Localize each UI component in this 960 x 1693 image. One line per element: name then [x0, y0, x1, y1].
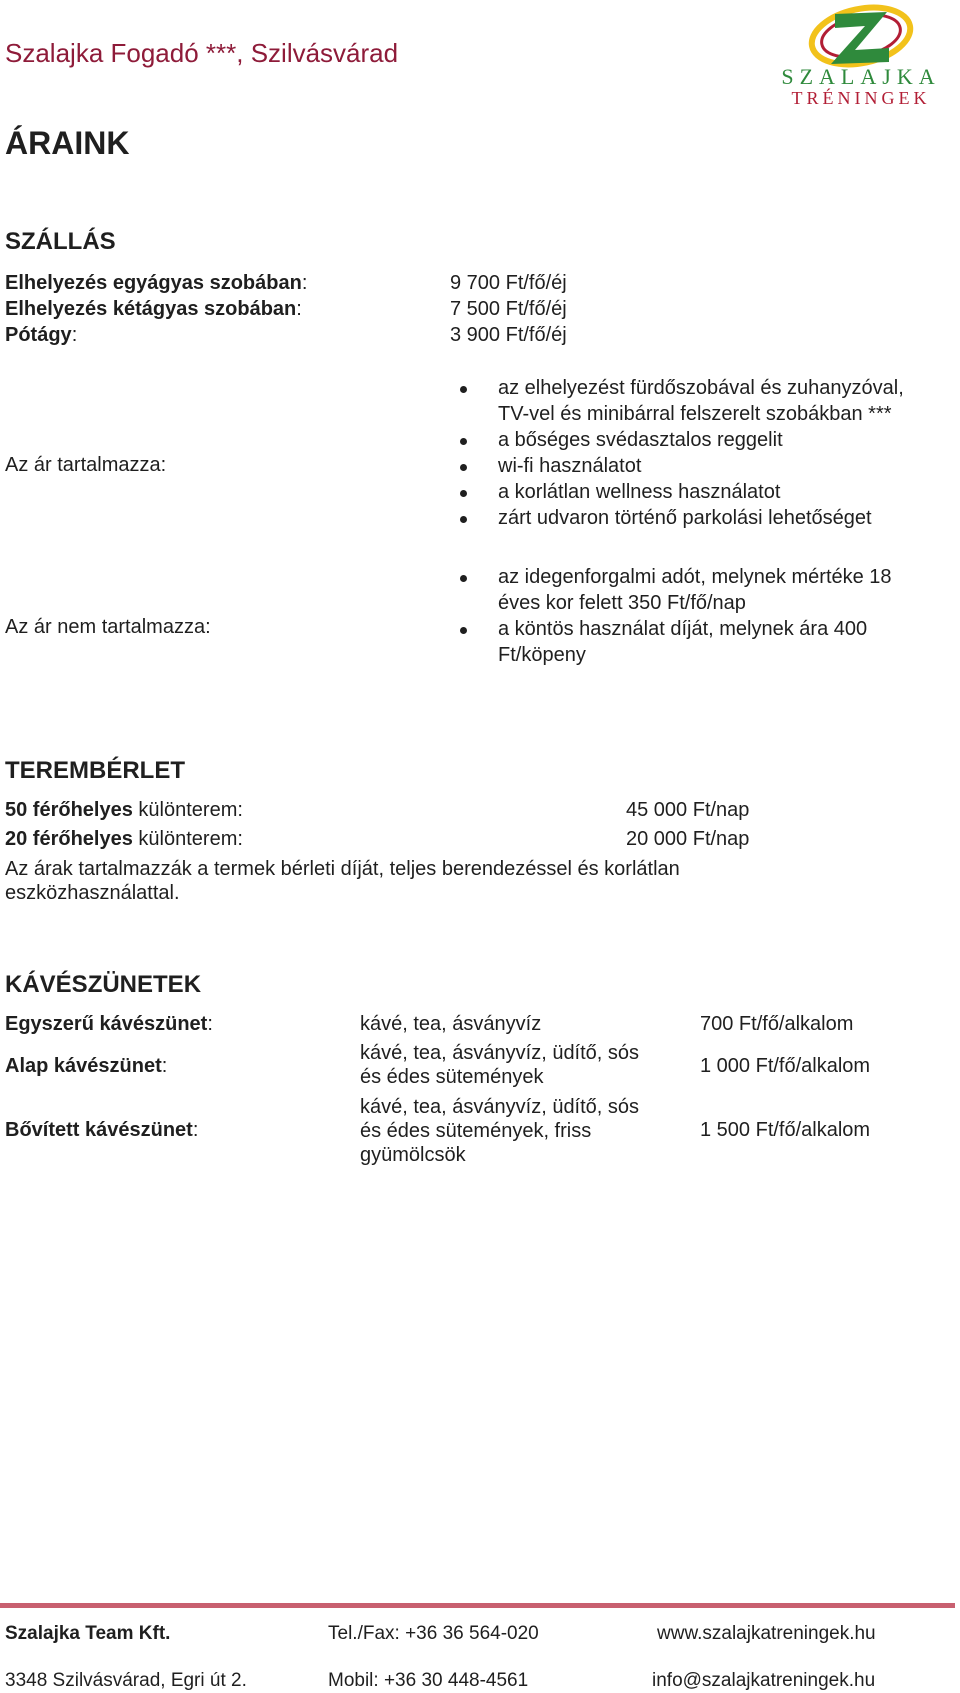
room-rental-prices — [626, 797, 749, 852]
room-rental-row-price: 20 000 Ft/nap — [626, 828, 750, 850]
footer-address: 3348 Szilvásvárad, Egri út 2. — [5, 1670, 247, 1691]
list-item: zárt udvaron történő parkolási lehetőséget — [498, 505, 958, 531]
logo-text-bottom: TRÉNINGEK — [791, 88, 931, 108]
room-rental-row-label: 50 férőhelyes különterem: — [5, 799, 243, 821]
footer-email-link[interactable]: info@szalajkatreningek.hu — [652, 1670, 876, 1691]
excluded-list — [498, 564, 958, 668]
list-item: a korlátlan wellness használatot — [498, 479, 958, 505]
section-title-room-rental: TEREMBÉRLET — [5, 757, 185, 784]
coffee-break-price: 1 000 Ft/fő/alkalom — [700, 1055, 871, 1077]
section-title-coffee-breaks: KÁVÉSZÜNETEK — [5, 971, 202, 998]
accommodation-row-label: Elhelyezés kétágyas szobában: — [5, 298, 302, 320]
bullet-icon — [460, 438, 467, 445]
excluded-label: Az ár nem tartalmazza: — [5, 616, 211, 638]
coffee-break-price: 1 500 Ft/fő/alkalom — [700, 1119, 871, 1141]
coffee-break-name: Alap kávészünet: — [5, 1055, 168, 1077]
list-item: wi-fi használatot — [498, 453, 958, 479]
bullet-icon — [460, 490, 467, 497]
accommodation-row-label: Pótágy: — [5, 324, 78, 346]
accommodation-row-label: Elhelyezés egyágyas szobában: — [5, 272, 308, 294]
accommodation-price-labels — [5, 270, 307, 348]
accommodation-price-values — [450, 270, 567, 348]
section-title-accommodation: SZÁLLÁS — [5, 228, 116, 255]
room-rental-row-label: 20 férőhelyes különterem: — [5, 828, 243, 850]
room-rental-labels — [5, 797, 243, 852]
logo-emblem-icon — [765, 4, 957, 108]
bullet-icon — [460, 464, 467, 471]
included-label: Az ár tartalmazza: — [5, 454, 167, 476]
room-rental-note: Az árak tartalmazzák a termek bérleti díját, teljes berendezéssel és korlátlan eszközhasználattal. — [5, 858, 680, 904]
footer-telfax: Tel./Fax: +36 36 564-020 — [328, 1623, 539, 1644]
footer-website-link[interactable]: www.szalajkatreningek.hu — [657, 1623, 876, 1644]
list-item: a köntös használat díját, melynek ára 400 Ft/köpeny — [498, 616, 958, 668]
coffee-break-name: Egyszerű kávészünet: — [5, 1013, 213, 1035]
footer-divider — [0, 1603, 955, 1608]
coffee-break-price: 700 Ft/fő/alkalom — [700, 1013, 854, 1035]
list-item: az idegenforgalmi adót, melynek mértéke 18 éves kor felett 350 Ft/fő/nap — [498, 564, 958, 616]
coffee-break-contents: kávé, tea, ásványvíz, üdítő, sós és édes sütemények, friss gyümölcsök — [360, 1096, 640, 1166]
coffee-break-name: Bővített kávészünet: — [5, 1119, 199, 1141]
page-title: ÁRAINK — [5, 125, 130, 161]
accommodation-row-price: 9 700 Ft/fő/éj — [450, 272, 567, 294]
logo-text-top: SZALAJKA — [781, 64, 941, 89]
accommodation-row-price: 3 900 Ft/fő/éj — [450, 324, 567, 346]
footer-company: Szalajka Team Kft. — [5, 1623, 171, 1644]
coffee-break-contents: kávé, tea, ásványvíz, üdítő, sós és édes sütemények — [360, 1042, 640, 1088]
included-list — [498, 375, 958, 531]
list-item: az elhelyezést fürdőszobával és zuhanyzóval, TV-vel és minibárral felszerelt szobákban *** — [498, 375, 958, 427]
bullet-icon — [460, 627, 467, 634]
room-rental-row-price: 45 000 Ft/nap — [626, 799, 750, 821]
bullet-icon — [460, 516, 467, 523]
header-title: Szalajka Fogadó ***, Szilvásvárad — [5, 38, 399, 68]
coffee-break-contents: kávé, tea, ásványvíz — [360, 1013, 542, 1035]
footer-mobile: Mobil: +36 30 448-4561 — [328, 1670, 529, 1691]
bullet-icon — [460, 386, 467, 393]
list-item: a bőséges svédasztalos reggelit — [498, 427, 958, 453]
bullet-icon — [460, 575, 467, 582]
company-logo — [765, 4, 957, 108]
accommodation-row-price: 7 500 Ft/fő/éj — [450, 298, 567, 320]
